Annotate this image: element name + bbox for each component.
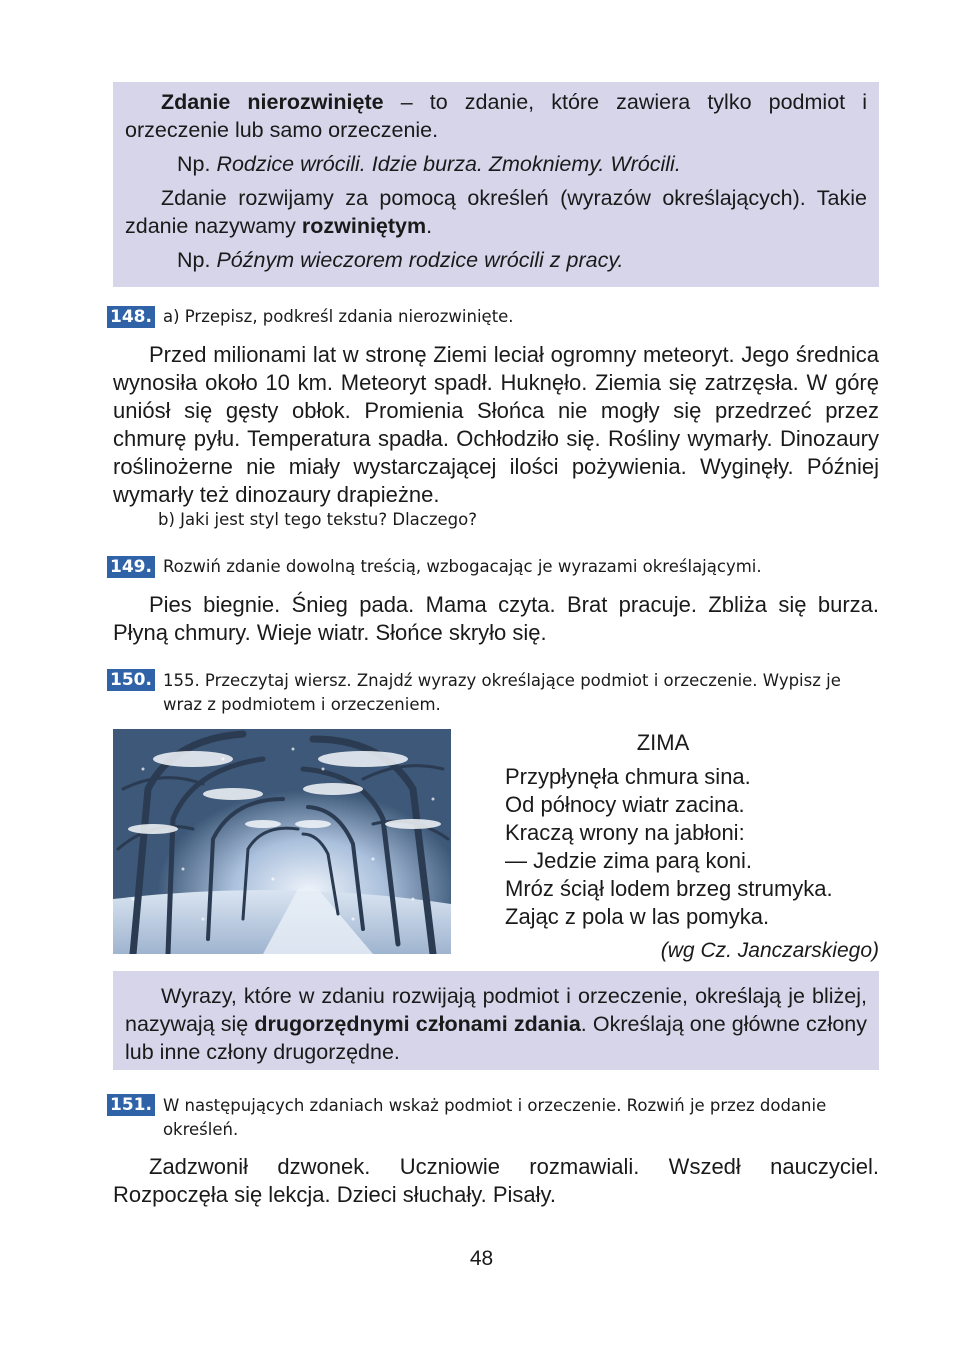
task-number: 149. (107, 556, 155, 578)
rule-term: Zdanie nierozwinięte (161, 90, 384, 114)
poem-title: ZIMA (636, 730, 690, 755)
task-148-text: Przed milionami lat w stronę Ziemi leciał ogromny meteoryt. Jego średnica wynosiła około 10 km. Meteoryt spadł. Huknęło. Ziemia się zatrzęsła. W górę uniósł się gęsty obłok. Promienia Słońca nie mogły się przedrzeć przez chmurę pyłu. Temperatura spadła. Ochłodziło się. Rośliny wymarły. Dinozaury roślinożerne nie miały wystarczającej ilości pożywienia. Wyginęły. Później wymarły też dinozaury drapieżne. (113, 342, 879, 507)
winter-forest-photo (113, 729, 451, 954)
poem (505, 729, 880, 931)
task-148-header (107, 305, 882, 329)
task-instruction: Rozwiń zdanie dowolną treścią, wzbogacając je wyrazami określającymi. (162, 557, 762, 576)
task-number: 148. (107, 306, 155, 328)
page-number: 48 (469, 1247, 494, 1270)
task-151-text: Zadzwonił dzwonek. Uczniowie rozmawiali. Wszedł nauczyciel. Rozpoczęła się lekcja. Dzieci słuchały. Pisały. (113, 1154, 879, 1207)
task-instruction: 155. Przeczytaj wiersz. Znajdź wyrazy określające podmiot i orzeczenie. Wypisz je wraz z podmiotem i orzeczeniem. (162, 671, 841, 714)
poem-line: — Jedzie zima parą koni. (505, 848, 752, 873)
task-151-header (107, 1094, 882, 1142)
poem-line: Kraczą wrony na jabłoni: (505, 820, 745, 845)
poem-line: Od północy wiatr zacina. (505, 792, 745, 817)
task-number: 150. (107, 669, 155, 691)
rule-example-1: Np. Rodzice wrócili. Idzie burza. Zmokniemy. Wrócili. (177, 152, 681, 176)
task-instruction: W następujących zdaniach wskaż podmiot i orzeczenie. Rozwiń je przez dodanie określeń. (162, 1096, 827, 1139)
task-149-text: Pies biegnie. Śnieg pada. Mama czyta. Brat pracuje. Zbliża się burza. Płyną chmury. Wieje wiatr. Słońce skryło się. (113, 592, 879, 645)
rule-extended-definition: Zdanie rozwijamy za pomocą określeń (wyrazów określających). Takie zdanie nazywamy rozwiniętym. (125, 186, 867, 238)
rule-term: drugorzędnymi członami zdania (254, 1012, 581, 1036)
task-149-header (107, 555, 882, 579)
task-instruction: a) Przepisz, podkreśl zdania nierozwinięte. (162, 307, 514, 326)
rule-box-secondary-parts: Wyrazy, które w zdaniu rozwijają podmiot i orzeczenie, określają je bliżej, nazywają się drugorzędnymi członami zdania. Określają one główne człony lub inne człony drugorzędne. (113, 971, 879, 1070)
poem-author: (wg Cz. Janczarskiego) (660, 939, 879, 962)
task-150-header (107, 669, 882, 717)
rule-definition: Zdanie nierozwinięte – to zdanie, które zawiera tylko podmiot i orzeczenie lub samo orzeczenie. (125, 90, 868, 142)
poem-line: Przypłynęła chmura sina. (505, 764, 751, 789)
task-148-subquestion: b) Jaki jest styl tego tekstu? Dlaczego? (158, 510, 477, 529)
rule-example-2: Np. Późnym wieczorem rodzice wrócili z pracy. (177, 248, 624, 272)
rule-box-simple-sentence (113, 82, 879, 287)
poem-line: Mróz ściął lodem brzeg strumyka. (505, 876, 833, 901)
poem-line: Zając z pola w las pomyka. (505, 904, 770, 929)
task-number: 151. (107, 1094, 155, 1116)
